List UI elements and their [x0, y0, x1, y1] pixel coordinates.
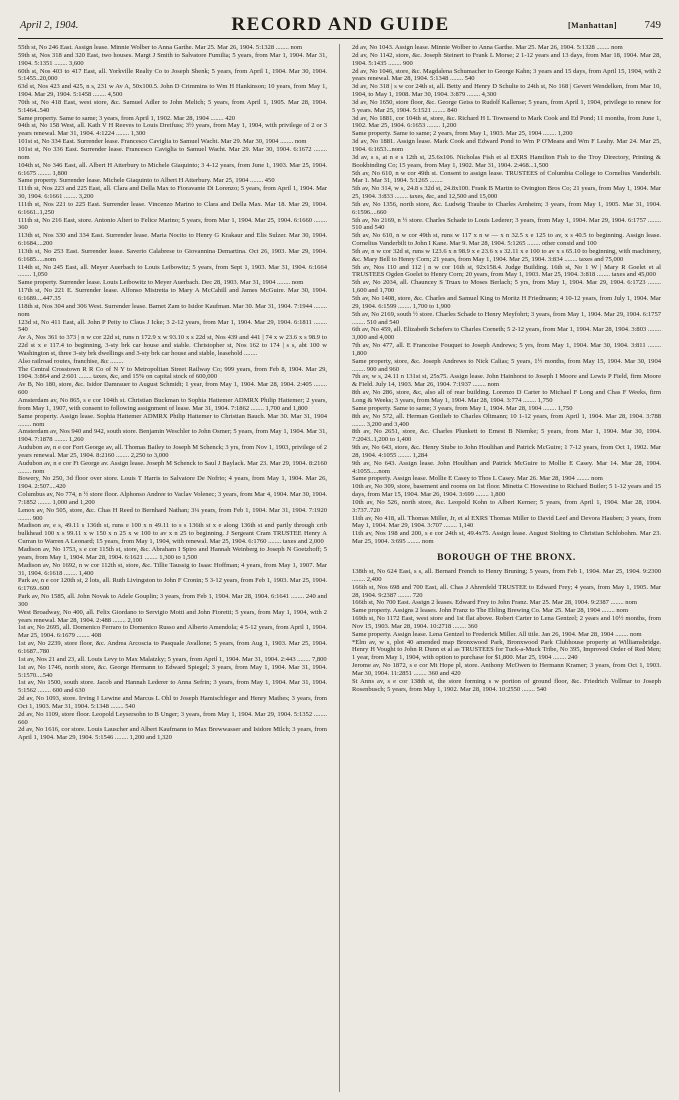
- lease-entry: Same property. Surrender lease. Michele Giaquinto to Albert H Atterbury. Mar 25, 1904 ........ 450: [18, 177, 275, 185]
- lease-entry: 1st av, No 2239, store floor, &c. Andrea Arcoscia to Pasquale Avallone; 5 years, from Aug 1, 1903. Mar 25, 1904. 6:1687..780: [18, 640, 327, 655]
- column-divider: [339, 44, 340, 1092]
- lease-entry: 118th st, Nos 304 and 306 West. Surrender lease. Barnet Zam to Isidor Kaufman. Mar 30. Mar 31, 1904. 7:1944 ........ nom: [18, 302, 327, 318]
- lease-entry: 1st av, Nos 21 and 23, all. Louis Levy to Max Malatzky; 5 years, from April 1, 1904. Mar 31, 1904. 2:443 ........ 7,800: [18, 655, 327, 663]
- lease-entry: 2d av, No 1043. Assign lease. Minnie Wolber to Anna Garthe. Mar 25. Mar 26, 1904. 5:1328 ........ nom: [352, 44, 623, 51]
- lease-entry: Audubon av, n e cor Fort George av, all. Thomas Bailey to Joseph M Schenck; 3 yrs, from Nov 1, 1903, privilege of 2 years renewal. Mar 25, 1904. 8:2160 ........ 2,250 to 3,000: [18, 444, 327, 459]
- lease-entry: Same property, store, &c. Joseph Andrews to Nick Calias; 5 years, 1½ months, from May 15, 1904. Mar 30, 1904 ........ 900 and 960: [352, 357, 661, 373]
- lease-entry: 8th av, No 2651, store, &c. Charles Plunkett to Ernest B Niemke; 5 years, from Mar 1, 1904. Mar 30, 1904. 7:2043..1,200 to 1,400: [352, 428, 661, 444]
- lease-entry: 8th av, No 572, all. Herman Gottlieb to Charles Oltmann; 10 1-12 years, from April 1, 1904. Mar 28, 1904. 3:788 ........ 3,200 and 3,400: [352, 412, 661, 428]
- lease-entry: 5th av, No 1356, north store, &c. Ludwig Traube to Charles Arnheim; 3 years, from May 1, 1905. Mar 31, 1904. 6:1596....660: [352, 200, 661, 216]
- lease-entry: Same property. Assign lease. Mollie E Casey to Thos L Casey. Mar 26. Mar 28, 1904 ........ nom: [352, 475, 603, 483]
- lease-entry: Madison av, No 1753, s e cor 115th st, store, &c. Abraham I Spiro and Hannah Weinberg to Joseph N Goetzhoff; 5 years, from May 1, 1904. Mar 28, 1904. 6:1621 ........ 1,300 to 1,500: [18, 546, 327, 561]
- lease-entry: 59th st, Nos 318 and 320 East, two houses. Margt J Smith to Salvatore Fumilia; 5 years, from Mar 1, 1904. Mar 31, 1904. 5:1351 ........ 3,600: [18, 51, 327, 67]
- lease-entry: 7th av, No 477, all. E Francoise Fouquet to Joseph Andrews; 5 yrs, from May 1, 1904. Mar 30, 1904. 3:811 ........ 1,800: [352, 342, 661, 357]
- lease-entry: Av B, No 180, store, &c. Isidor Damrauer to August Schmidt; 1 year, from May 1, 1904. Mar 28, 1904. 2:405 ........ 600: [18, 381, 327, 397]
- lease-entry: Same property. Same to same; 3 years, from April 1, 1902. Mar 28, 1904 ........ 420: [18, 114, 236, 122]
- page-header: [18, 12, 663, 39]
- right-column: [352, 44, 661, 1092]
- lease-entry: 111th st, Nos 221 to 225 East. Surrender lease. Vincenzo Marino to Clara and Della Max. Mar 18. Mar 29, 1904. 6:1661..1,250: [18, 200, 327, 216]
- lease-entry: 55th st, No 246 East. Assign lease. Minnie Wolber to Anna Garthe. Mar 25. Mar 26, 1904. 5:1328 ........ nom: [18, 44, 303, 51]
- lease-entry: Same property. Assigns 2 leases. John Franz to The Ebling Brewing Co. Mar 25. Mar 28, 1904 ........ nom: [352, 607, 629, 615]
- lease-entry: 7th av, w s, 24.11 n 131st st, 25x75. Assign lease. John Hainhorst to Joseph I Moore and Lewis P Field, firm Moore & Field. July 14, 1903. Mar 26, 1904. 7:1937 ........ nom: [352, 373, 661, 389]
- lease-entry: Madison av, No 1692, n w cor 112th st, store, &c. Tillie Taussig to Isaac Hoffman; 4 years, from May 1, 1907. Mar 31, 1904. 6:1618 ........ 1,400: [18, 561, 327, 577]
- lease-entry: Same property. Assign lease. Lena Gentzel to Frederick Miller. All title. Jan 26, 1904. Mar 28, 1904 ........ nom: [352, 630, 642, 638]
- lease-entry: 3d av, No 318 | s w cor 24th st, all. Betty and Henry D Schulte to 24th st, No 168 | Gevert Wendelken, from Mar 10, 1904, to May 1, 1908. Mar 30, 1904. 3:879 ........ 4,300: [352, 83, 661, 99]
- lease-entry: Bowery, No 250, 3d floor over store. Louis T Harris to Salvatore De Nofrio; 4 years, from May 1, 1904. Mar 26, 1904. 2:507....420: [18, 475, 327, 491]
- lease-entry: 10th av, No 526, north store, &c. Leopold Kohn to Albert Kerner; 5 years, from April 1, 1904. Mar 28, 1904. 3:737..720: [352, 498, 661, 514]
- left-column: [18, 44, 327, 1092]
- lease-entry: 1st av, No 2695, all. Domenico Ferraro to Domenico Russo and Alberto Amendola; 4 5-12 years, from April 1, 1904. Mar 25, 1904. 6:1679 ........ 408: [18, 624, 327, 640]
- lease-entry: 11th av, No 418, all. Thomas Miller, Jr, et al EXRS Thomas Miller to David Leef and Devora Hauben; 3 years, from May 1, 1904. Mar 29, 1904. 3:707 ........ 1,140: [352, 514, 661, 530]
- lease-entry: 1st av, No 1746, north store, &c. George Hermann to Edward Spiegel; 3 years, from May 1, 1904. Mar 31, 1904. 5:1570....540: [18, 663, 327, 679]
- lease-entry: Also railroad routes, franchise, &c ........: [18, 357, 124, 365]
- lease-entry: 9th av, No 643. Assign lease. John Houlihan and Patrick McGuire to Mollie E Casey. Mar 14. Mar 28, 1904. 4:1055.....nom: [352, 459, 661, 475]
- lease-entry: 8th av, No 286, store, &c, also all of rear building. Lorenzo D Carter to Michael F Long and Chas F Weeks, firm Long & Weeks; 3 years, from May 1, 1904. Mar 28, 1904. 3:774 ........ 1,750: [352, 389, 661, 404]
- lease-entry: Jerome av, No 1872, s e cor Mt Hope pl, store. Anthony McOwen to Hermann Kramer; 3 years, from Oct 1, 1903. Mar 30, 1904. 11:2851 ........ 360 and 420: [352, 662, 661, 677]
- lease-entry: St Anns av, s e cor 138th st, the store forming s w portion of ground floor, &c. Friedrich Vollmar to Joseph Rosenbusch; 5 years, from May 1, 1902. Mar 28, 1904. 10:2550 ........ 540: [352, 677, 661, 693]
- bronx-section-title: BOROUGH OF THE BRONX.: [437, 553, 576, 563]
- lease-entry: 9th av, No 643, store, &c. Henry Stube to John Houlihan and Patrick McGuire; 1 7-12 years, from Oct 1, 1902. Mar 28, 1904. 4:1055 ........ 1,284: [352, 444, 661, 459]
- lease-entry: Same property. Same to same; 3 years, from May 1, 1904. Mar 28, 1904 ........ 1,750: [352, 404, 573, 412]
- lease-entry: 5th av, No 314, w s, 24.8 s 32d st, 24.8x100. Frank B Martin to Ovington Bros Co; 21 years, from May 1, 1904. Mar 25, 1904. 3:833 ........ taxes, &c, and 12,500 and 15,000: [352, 185, 661, 201]
- lease-entry: 166th st, Nos 698 and 700 East, all. Chas J Ahrenfeld TRUSTEE to Edward Frey; 4 years, from May 1, 1905. Mar 28, 1904. 9:2387 ........ 720: [352, 583, 661, 599]
- lease-entry: 111th st, Nos 223 and 225 East, all. Clara and Della Max to Fioravante Di Lorenzo; 5 years, from April 1, 1904. Mar 30, 1904. 6:1661 ........ 3,200: [18, 185, 327, 201]
- lease-entry: 70th st, No 418 East, west store, &c. Samuel Adler to John Melich; 5 years, from April 1, 1905. Mar 28, 1904. 5:1464..540: [18, 98, 327, 114]
- lease-entry: 5th av, No 2169, south ½ store. Charles Schade to Henry Meyfohrt; 3 years, from May 1, 1904. Mar 29, 1904. 6:1757 ........ 510 and 540: [352, 310, 661, 326]
- lease-entry: 1st av, No 1500, south store. Jacob and Hannah Lederer to Anna Sefrin; 3 years, from May 1, 1904. Mar 31, 1904. 5:1562 ........ 600 and 630: [18, 679, 327, 695]
- lease-entry: 3d av, No 1650, store floor, &c. George Geiss to Rudolf Kallense; 5 years, from April 1, 1904, privilege to renew for 5 years. Mar 25, 1904. 5:1521 ........ 840: [352, 98, 661, 114]
- lease-entry: Same property. Surrender lease. Louis Leibowitz to Meyer Auerbach. Dec 28, 1903. Mar 31, 1904 ........ nom: [18, 279, 304, 287]
- lease-entry: Amsterdam av, Nos 940 and 942, south store. Benjamin Weschler to John Osmer; 5 years, from May 1, 1904. Mar 31, 1904. 7:1878 ........ 1,260: [18, 428, 327, 444]
- lease-entry: 2d av, No 1616, cor store. Louis Lauscher and Albert Kaufmann to Max Brewwasser and Isidore Milch; 3 years, from April 1, 1904. Mar 29, 1904. 5:1546 ........ 1,200 and 1,320: [18, 726, 327, 742]
- lease-entry: Lenox av, No 505, store, &c. Chas H Reed to Bernhard Nathan; 3¼ years, from Feb 1, 1904. Mar 31, 1904. 7:1920 ........ 900: [18, 506, 327, 522]
- lease-entry: 5th av, No 610, n w cor 49th st. Consent to assign lease. TRUSTEES of Columbia College to Cornelius Vanderbilt. Mar 1. Mar 31, 1904. 5:1265 ........: [352, 169, 661, 185]
- lease-entry: Park av, n e cor 120th st, 2 lots, all. Ruth Livingston to John F Cronin; 5 3-12 years, from Feb 1, 1903. Mar 25, 1904. 6:1769..600: [18, 577, 327, 593]
- lease-entry: 11th av, Nos 198 and 200, s e cor 24th st, 49.4x75. Assign lease. August Stolting to Christian Schlobohm. Mar 23. Mar 25, 1904. 3:695 ........ nom: [352, 530, 661, 546]
- lease-entry: 5th av, Nos 110 and 112 | n w cor 16th st, 92x158.4. Judge Building. 16th st, No 1 W | Mary R Goelet et al TRUSTEES Ogden Goelet to Henry Corn; 20 years, from May 1, 1903. Mar 25, 1904. 3:818 ........ taxes and 45,000: [352, 263, 661, 279]
- lease-entry: 10th av, No 309, store, basement and rooms on 1st floor. Minetta C Howestine to Richard Butler; 5 1-12 years and 15 days, from Mar 15, 1904. Mar 26, 1904. 3:699 ........ 1,800: [352, 483, 661, 499]
- lease-entry: 6th av, No 459, all. Elizabeth Schefers to Charles Corneth; 5 2-12 years, from Mar 1, 1904. Mar 28, 1904. 3:803 ........ 3,000 and 4,000: [352, 326, 661, 342]
- section-label: [Manhattan]: [567, 21, 617, 30]
- issue-date: April 2, 1904.: [20, 20, 79, 31]
- lease-entry: 123d st, No 411 East, all. John P Peity to Claus J Icke; 3 2-12 years, from Mar 1, 1904. Mar 29, 1904. 6:1811 ........ 540: [18, 318, 327, 334]
- lease-entry: Columbus av, No 774, n ½ store floor. Alphonso Andree to Vaclav Volenec; 3 years, from Mar 4, 1904. Mar 30, 1904. 7:1852 ........ 1,000 and 1,200: [18, 491, 327, 506]
- lease-entry: 2d av, No 1142, store, &c. Joseph Steinert to Frank L Morse; 2 1-12 years and 13 days, from Mar 18, 1904. Mar 28, 1904. 5:1435 ........ 900: [352, 51, 661, 67]
- lease-entry: The Central Crosstown R R Co of N Y to Metropolitan Street Railway Co; 999 years, from Feb 8, 1904. Mar 29, 1904. 3:864 and 2:601 ........ taxes, &c, and 15% on capital stock of 600,000: [18, 365, 327, 381]
- lease-entry: 169th st, No 1172 East, west store and 1st flat above. Robert Carter to Lena Gentzel; 2 years and 10½ months, from Nov 15, 1903. Mar 28, 1904. 10:2718 ........ 360: [352, 615, 661, 630]
- lease-entry: 2d av, No 1093, store. Irving I Lewine and Marcus L Ohl to Joseph Hamischfeger and Henry Mathes; 3 years, from Oct 1, 1903. Mar 31, 1904. 5:1348 ........ 540: [18, 695, 327, 710]
- lease-entry: 101st st, No 334 East. Surrender lease. Francesco Caviglia to Samuel Wacht. Mar 29. Mar 30, 1904 ........ nom: [18, 138, 307, 146]
- publication-title: RECORD AND GUIDE: [231, 14, 450, 35]
- lease-entry: 111th st, No 216 East, store. Antonio Alteri to Felice Marino; 5 years, from Mar 1, 1904. Mar 25, 1904. 6:1660 ........ 360: [18, 216, 327, 232]
- lease-entry: Same property. Assign lease. Sophia Hattemer ADMRX Philip Hattemer to Christian Bauch. Mar 30. Mar 31, 1904 ........ nom: [18, 412, 327, 428]
- lease-entry: 2d av, No 1109, store floor. Leopold Leysersohn to B Unger; 3 years, from May 1, 1904. Mar 29, 1904. 5:1352 ........ 660: [18, 710, 327, 726]
- lease-entry: Same property. Same to same; 2 years, from May 1, 1903. Mar 25, 1904 ........ 1,200: [352, 130, 573, 138]
- lease-entry: 101st st, No 336 East. Surrender lease. Francesco Caviglia to Samuel Wacht. Mar 29. Mar 30, 1904. 6:1672 ........ nom: [18, 145, 327, 161]
- lease-entry: 114th st, No 245 East, all. Meyer Auerbach to Louis Leibowitz; 5 years, from Sept 1, 1903. Mar 31, 1904. 6:1664 ........ 1,050: [18, 263, 327, 279]
- lease-entry: 113th st, Nos 330 and 334 East. Surrender lease. Maria Nocito to Henry G Krakaur and Elis Sulzer. Mar 30, 1904. 6:1684....200: [18, 232, 327, 248]
- lease-entry: West Broadway, No 400, all. Felix Giordano to Servigio Motti and John Fioretti; 5 years, from May 1, 1904, with 2 years renewal. Mar 28, 1904. 2:488 ........ 2,100: [18, 608, 327, 624]
- lease-entry: 63d st, Nos 423 and 425, n s, 231 w Av A, 50x100.5. John D Crimmins to Wm H Hankinson; 10 years, from May 1, 1904. Mar 29, 1904. 5:1458 ........ 4,500: [18, 83, 327, 99]
- lease-entry: 113th st, No 253 East. Surrender lease. Saverio Calabrese to Giovannina Demartina. Oct 26, 1903. Mar 29, 1904. 6:1685.....nom: [18, 247, 327, 263]
- lease-entry: 104th st, No 346 East, all. Albert H Atterbury to Michele Giaquinto; 3 4-12 years, from June 1, 1903. Mar 25, 1904. 6:1675 ........ 1,800: [18, 161, 327, 177]
- lease-entry: 2d av, No 1046, store, &c. Magdalena Schumacher to George Kahn; 3 years and 15 days, from April 15, 1904, with 2 years renewal. Mar 28, 1904. 5:1348 ........ 540: [352, 67, 661, 83]
- lease-entry: Park av, No 1585, all. John Novak to Adele Gouplin; 3 years, from Feb 1, 1904. Mar 28, 1904. 6:1641 ........ 240 and 300: [18, 593, 327, 608]
- lease-entry: 5th av, No 1408, store, &c. Charles and Samuel King to Moritz H Friedmann; 4 10-12 years, from July 1, 1904. Mar 29, 1904. 6:1599 ........ 1,700 to 1,900: [352, 295, 661, 310]
- lease-entry: 3d av, s s, at n e s 12th st, 25.6x106. Nicholas Fish et al EXRS Hamilton Fish to the Troy Directory, Printing & Bookbinding Co; 15 years, from May 1, 1902. Mar 31, 1904. 2:468...1,500: [352, 153, 661, 169]
- lease-entry: Amsterdam av, No 865, s e cor 104th st. Christian Buckman to Sophia Hattemer ADMRX Philip Hattemer; 2 years, from May 1, 1907, with consent to following assignment of lease. Mar 31, 1904. 7:1862 ........ 1,700 and 1,800: [18, 396, 327, 412]
- lease-entry: 3d av, No 1881. Assign lease. Mark Cook and Edward Pond to Wm P O'Meara and Wm F Leahy. Mar 24. Mar 25, 1904. 6:1653...nom: [352, 138, 661, 153]
- lease-entry: 5th av, n w cor 32d st, runs w 123.6 x n 98.9 x e 23.6 x s 32.11 x e 100 to av x s 65.10 to beginning, with machinery, &c. Mary Bell to Henry Corn; 21 years, from May 1, 1904. Mar 25, 1904. 3:834 ........ taxes and 75,000: [352, 247, 661, 263]
- lease-entry: 3d av, No 1881, cor 104th st, store, &c. Richard H L Townsend to Mark Cook and Ed Pond; 11 months, from June 1, 1902. Mar 25, 1904. 6:1653 ........ 1,200: [352, 114, 661, 130]
- page-number: 749: [644, 19, 661, 31]
- lease-entry: 60th st, Nos 403 to 417 East, all. Yorkville Realty Co to Joseph Shenk; 5 years, from April 1, 1904. Mar 30, 1904. 5:1455..20,000: [18, 67, 327, 83]
- lease-entry: 5th av, No 610, n w cor 49th st, runs w 117 x n w — x n 32.5 x e 125 to av, x s 40.5 to beginning. Assign lease. Cornelius Vanderbilt to John I Kane. Mar 9. Mar 28, 1904. 5:1265 ........ other consid and 100: [352, 232, 661, 248]
- lease-entry: 5th av, No 2034, all. Chauncey S Truax to Moses Berlach; 5 yrs, from May 1, 1904. Mar 29, 1904. 6:1723 ........ 1,600 and 1,700: [352, 279, 661, 295]
- lease-entry: 5th av, No 2169, n ½ store. Charles Schade to Louis Lederer; 3 years, from May 1, 1904. Mar 29, 1904. 6:1757 ........ 510 and 540: [352, 216, 661, 232]
- lease-entry: 117th st, No 221 E. Surrender lease. Alfonso Mistretta to Mary A McCahill and James McGuire. Mar 30, 1904. 6:1689....447.35: [18, 287, 327, 302]
- lease-entry: Madison av, e s, 49.11 s 136th st, runs e 100 x n 49.11 to s s 136th st x e along 136th st and partly through crib bulkhead 100 x s 99.11 x w 150 x n 25 x w 100 to av x n 25 to beginning. J Sergeant Cram TRUSTEE Henry A Curran to Warren A Leonard; 15 years, from May 1, 1904, with renewal. Mar 25, 1904. 6:1760 ........ taxes and 2,000: [18, 522, 327, 546]
- lease-entry: Audubon av, n e cor Ft George av. Assign lease. Joseph M Schenck to Saul J Baylack. Mar 23. Mar 29, 1904. 8:2160 ........ nom: [18, 459, 327, 475]
- lease-entry: 138th st, No 624 East, s s, all. Bernard French to Henry Bruning; 5 years, from Feb 1, 1904. Mar 25, 1904. 9:2300 ........ 2,400: [352, 568, 661, 583]
- lease-entry: 166th st, No 700 East. Assign 2 leases. Edward Frey to John Franz. Mar 25. Mar 28, 1904. 9:2387 ........ nom: [352, 599, 637, 607]
- lease-entry: *Elm av, w s, plot 40 amended map Bronxwood Park, Bronxwood Park Clubhouse property at Williamsbridge. Henry H Vought to John R Dunn et al as TRUSTEES for Tuck-a-Muck Tribe, No 395, Improved Order of Red Men; 1 year, from May 1, 1904, with option to purchase for $1,800. Mar 25, 1904 ........ 240: [352, 638, 661, 662]
- lease-entry: 94th st, No 158 West, all. Kath V H Reeves to Louis Dreifuss; 3½ years, from May 1, 1904, with privilege of 2 or 3 years renewal. Mar 31, 1904. 4:1224 ........ 1,300: [18, 122, 327, 138]
- lease-entry: Av A, Nos 361 to 373 | n w cor 22d st, runs n 172.9 x w 93.10 x s 22d st, Nos 439 and 441 | 74 x w 23.6 x s 98.9 to 22d st x e 117.4 to beginning, 3-sty brk car house and stable. Christopher st, Nos 162 to 174 | s s, abt 100 w Washington st, three 3-sty brk dwellings and 3-sty brk car house and stable, leasehold ........: [18, 334, 327, 357]
